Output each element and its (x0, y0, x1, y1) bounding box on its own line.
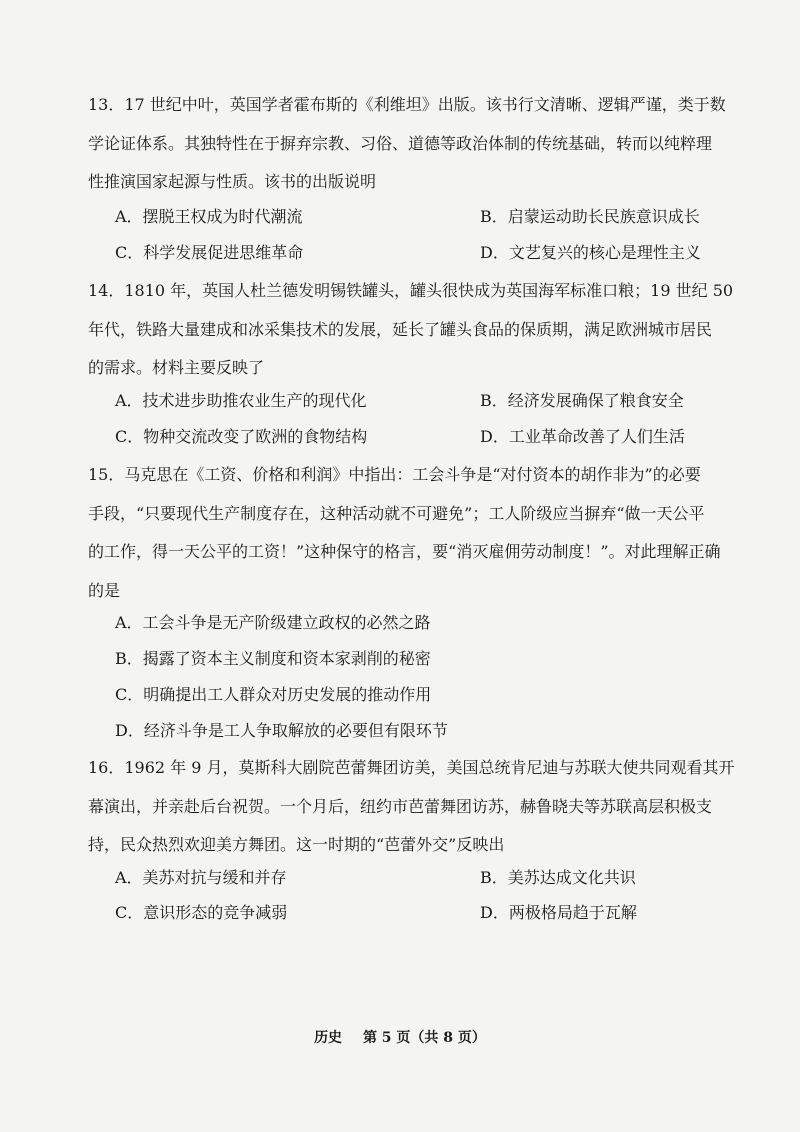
question-16-option-b: B．美苏达成文化共识 (480, 868, 636, 887)
question-13-stem (88, 86, 768, 202)
footer-page-number: 第 5 页（共 8 页） (362, 1030, 486, 1046)
question-15-option-b: B．揭露了资本主义制度和资本家剥削的秘密 (115, 649, 431, 668)
question-14-option-c: C．物种交流改变了欧洲的食物结构 (115, 427, 368, 446)
question-13-option-d: D．文艺复兴的核心是理性主义 (480, 243, 701, 262)
question-14-option-a: A．技术进步助推农业生产的现代化 (115, 391, 367, 410)
question-13-line: 学论证体系。其独特性在于摒弃宗教、习俗、道德等政治体制的传统基础，转而以纯粹理 (88, 133, 713, 153)
question-13-option-a: A．摆脱王权成为时代潮流 (115, 207, 303, 226)
question-13-option-c: C．科学发展促进思维革命 (115, 243, 304, 262)
question-15-line: 的是 (88, 580, 121, 600)
question-13-line: 13．17 世纪中叶，英国学者霍布斯的《利维坦》出版。该书行文清晰、逻辑严谨，类于数 (88, 95, 726, 114)
question-13-option-b: B．启蒙运动助长民族意识成长 (480, 207, 700, 226)
question-14-option-d: D．工业革命改善了人们生活 (480, 427, 685, 446)
question-15-line: 的工作，得一天公平的工资！”这种保守的格言，要“消灭雇佣劳动制度！”。对此理解正确 (88, 542, 721, 561)
question-14-line: 14．1810 年，英国人杜兰德发明锡铁罐头，罐头很快成为英国海军标准口粮；19 世纪 50 (88, 281, 734, 300)
page-footer (0, 1027, 800, 1047)
question-16-line: 持，民众热烈欢迎美方舞团。这一时期的“芭蕾外交”反映出 (88, 835, 505, 854)
question-15-stem (88, 456, 768, 610)
question-16-stem (88, 749, 768, 865)
question-13-line: 性推演国家起源与性质。该书的出版说明 (88, 172, 377, 191)
question-16-option-d: D．两极格局趋于瓦解 (480, 903, 637, 922)
question-14-line: 年代，铁路大量建成和冰采集技术的发展，延长了罐头食品的保质期，满足欧洲城市居民 (88, 319, 713, 339)
question-14-line: 的需求。材料主要反映了 (88, 358, 265, 377)
question-16-line: 16．1962 年 9 月，莫斯科大剧院芭蕾舞团访美，美国总统肯尼迪与苏联大使共同观看其开 (88, 758, 735, 777)
question-15-option-c: C．明确提出工人群众对历史发展的推动作用 (115, 685, 432, 704)
question-14-option-b: B．经济发展确保了粮食安全 (480, 391, 684, 410)
question-15-option-a: A．工会斗争是无产阶级建立政权的必然之路 (115, 613, 431, 632)
question-16-option-a: A．美苏对抗与缓和并存 (115, 868, 287, 887)
question-15-line: 手段，“只要现代生产制度存在，这种活动就不可避免”；工人阶级应当摒弃“做一天公平 (88, 503, 705, 523)
question-16-option-c: C．意识形态的竞争减弱 (115, 903, 288, 922)
question-16-line: 幕演出，并亲赴后台祝贺。一个月后，纽约市芭蕾舞团访苏，赫鲁晓夫等苏联高层积极支 (88, 796, 713, 816)
question-15-option-d: D．经济斗争是工人争取解放的必要但有限环节 (115, 721, 448, 740)
question-15-line: 15．马克思在《工资、价格和利润》中指出：工会斗争是“对付资本的胡作非为”的必要 (88, 465, 701, 484)
question-14-stem (88, 272, 768, 388)
footer-subject: 历史 (314, 1030, 343, 1046)
